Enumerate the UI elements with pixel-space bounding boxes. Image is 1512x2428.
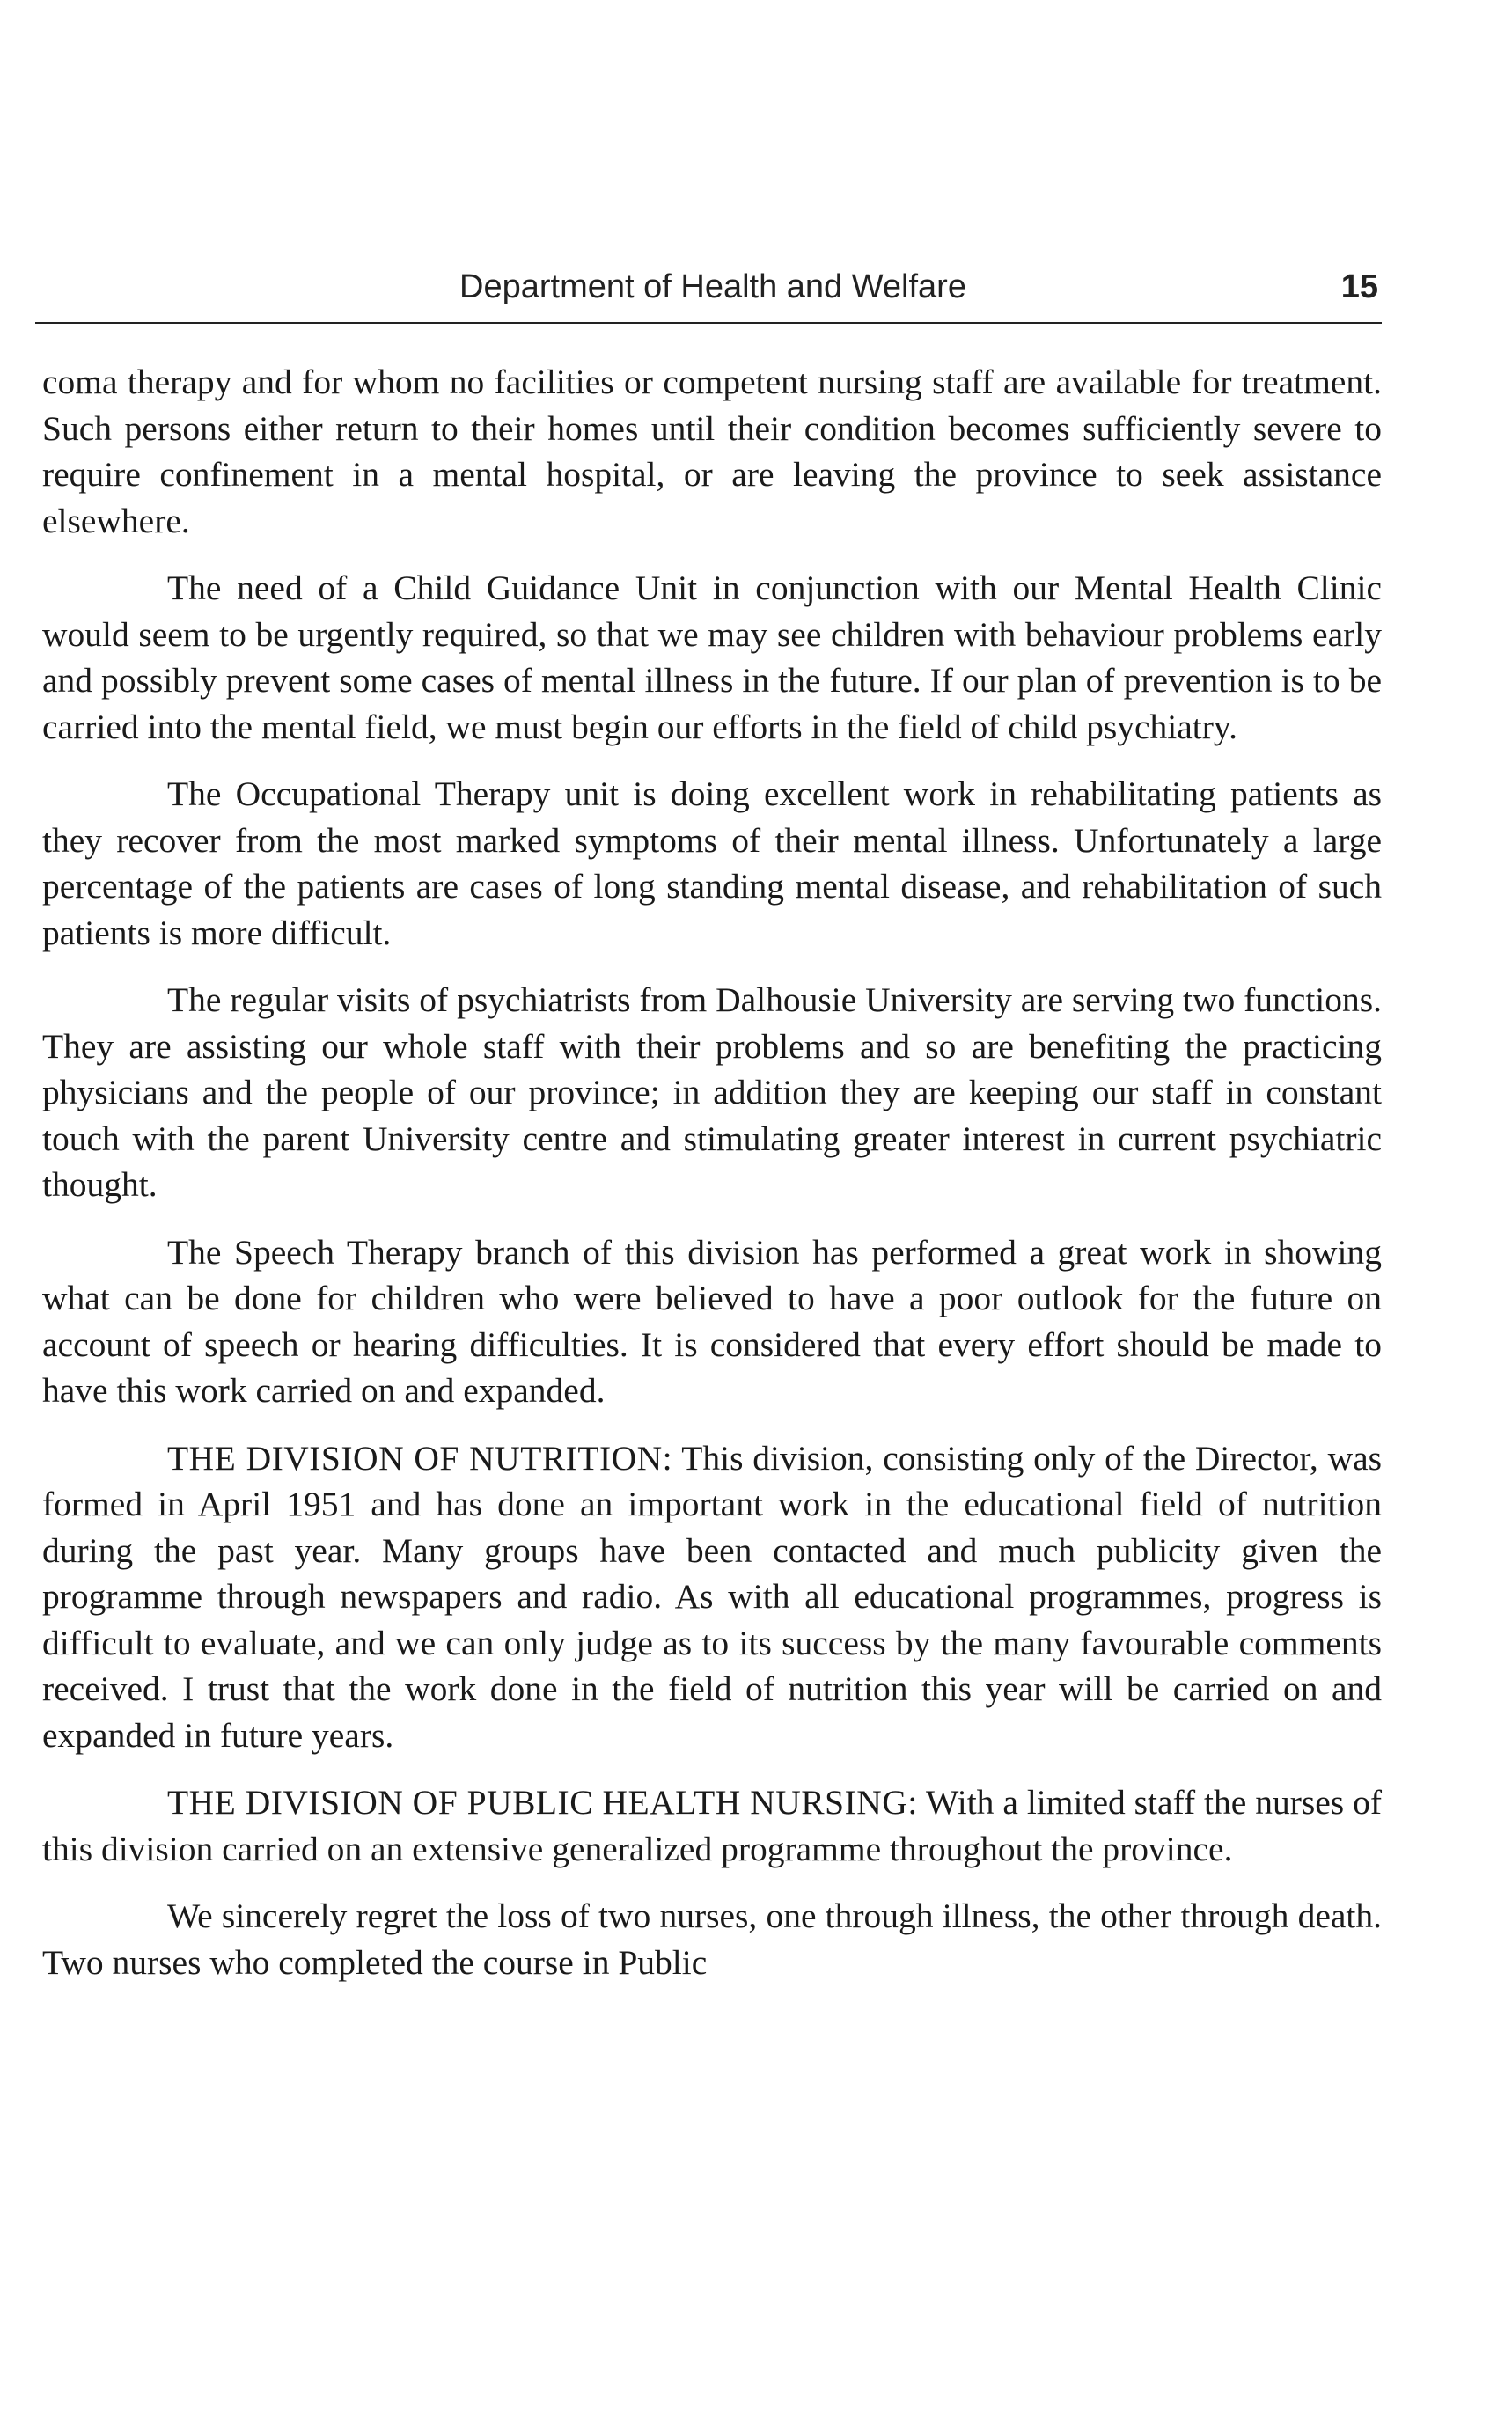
paragraph-text: The regular visits of psychiatrists from Dalhousie University are serving two functions. They are assisting our whole staff with their problems and so are benefiting the practicing physicians and the people of our province; in addition they are keeping our staff in constant touch with the parent University centre and stimulating greater interest in current psychiatric thought. bbox=[42, 980, 1383, 1204]
paragraph-division-of-public-health-nursing bbox=[42, 1779, 1382, 1872]
paragraph-text: This division, consisting only of the Director, was formed in April 1951 and has done an important work in the educational field of nutrition during the past year. Many groups have been contacted and much publicity given the programme through newspapers and radio. As with all educational programmes, progress is difficult to evaluate, and we can only judge as to its success by the many favourable comments received. I trust that the work done in the field of nutrition this year will be carried on and expanded in future years. bbox=[42, 1438, 1383, 1755]
running-header bbox=[35, 260, 1382, 324]
paragraph-text: The Occupational Therapy unit is doing excellent work in rehabilitating patients as they recover from the most marked symptoms of their mental illness. Unfortunately a large percentage of the patients are cases of long standing mental disease, and rehabilitation of such patients is more difficult. bbox=[42, 774, 1382, 952]
paragraph-text: coma therapy and for whom no facilities or competent nursing staff are available for treatment. Such persons either return to their homes until their condition becomes sufficiently severe to require confinement in a mental hospital, or are leaving the province to seek assistance elsewhere. bbox=[42, 363, 1382, 540]
paragraph-text: We sincerely regret the loss of two nurses, one through illness, the other through death. Two nurses who completed the course in Public bbox=[42, 1896, 1382, 1982]
section-heading-nutrition: THE DIVISION OF NUTRITION: bbox=[167, 1438, 673, 1478]
paragraph-continuation bbox=[42, 359, 1382, 544]
paragraph-text: The need of a Child Guidance Unit in conjunction with our Mental Health Clinic would seem to be urgently required, so that we may see children with behaviour problems early and possibly prevent some cases of mental illness in the future. If our plan of prevention is to be carried into the mental field, we must begin our efforts in the field of child psychiatry. bbox=[42, 568, 1382, 746]
page-number: 15 bbox=[1340, 268, 1378, 305]
running-title: Department of Health and Welfare bbox=[459, 268, 966, 305]
paragraph-loss-of-nurses bbox=[42, 1893, 1382, 1985]
paragraph-text: The Speech Therapy branch of this division has performed a great work in showing what can be done for children who were believed to have a poor outlook for the future on account of speech or hearing difficulties. It is considered that every effort should be made to have this work carried on and expanded. bbox=[42, 1232, 1382, 1410]
paragraph-occupational-therapy bbox=[42, 771, 1382, 956]
paragraph-psychiatrist-visits bbox=[42, 977, 1382, 1208]
paragraph-child-guidance bbox=[42, 565, 1382, 750]
paragraph-division-of-nutrition bbox=[42, 1435, 1382, 1759]
section-heading-public-health-nursing: THE DIVISION OF PUBLIC HEALTH NURSING: bbox=[167, 1783, 918, 1822]
paragraph-speech-therapy bbox=[42, 1229, 1382, 1414]
paragraph-text: With a limited staff the nurses of this division carried on an extensive generalized programme throughout the province. bbox=[42, 1783, 1382, 1868]
body-text bbox=[42, 359, 1382, 2006]
